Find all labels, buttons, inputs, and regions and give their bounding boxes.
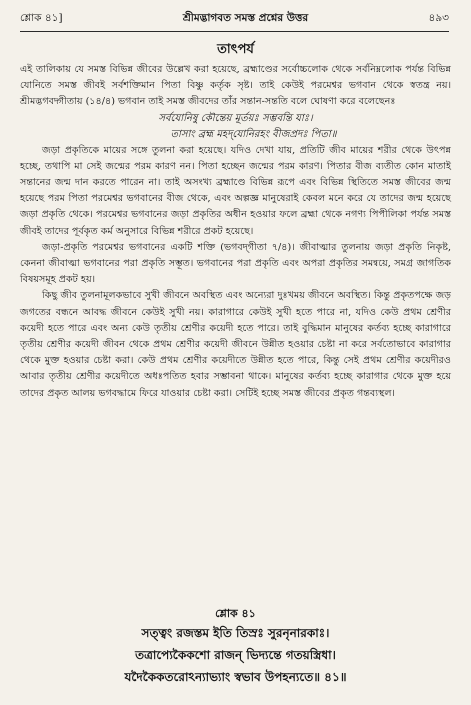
sanskrit-verse xyxy=(0,622,471,688)
gita-quote-line: তাসাং ব্রহ্ম মহদ্‌যোনিরহং বীজপ্রদঃ পিতা॥ xyxy=(170,128,337,140)
running-header xyxy=(20,8,449,32)
purport-paragraph: জড়া প্রকৃতিকে মায়ের সঙ্গে তুলনা করা হয়েছে। যদিও দেখা যায়, প্রতিটি জীব মায়ের শরীর থেকে উৎপন্ন হচ্ছে, তথাপি মা সেই জন্মের পরম কারণ নন। পিতা হচ্ছেন জন্মের পরম কারণ। পিতার বীজ ব্যতীত কোন মাতাই সন্তানের জন্ম দান করতে পারেন না। তাই অসংখ্য ব্রহ্মাণ্ডে বিভিন্ন রূপে এবং বিভিন্ন স্থিতিতে সমস্ত জীবের জন্ম হয়েছে পরম পিতা পরমেশ্বর ভগবানের বীজ থেকে, এবং অল্পজ্ঞ মানুষেরাই কেবল মনে করে যে তাদের জন্ম হয়েছে জড়া প্রকৃতি থেকে। পরমেশ্বর ভগবানের জড়া প্রকৃতির অধীন হওয়ার ফলে ব্রহ্মা থেকে নগণ্য পিপীলিকা পর্যন্ত সমস্ত জীবই তাদের পূর্বকৃত কর্ম অনুসারে বিভিন্ন শরীরে প্রকট হয়েছে। xyxy=(20,144,451,237)
header-chapter-title: শ্রীমদ্ভাগবত সমস্ত প্রশ্নের উত্তর xyxy=(182,12,309,24)
page-number: ৪৯৩ xyxy=(428,12,449,24)
verse-line: সত্ত্বং রজস্তম ইতি তিস্রঃ সুরনৃনারকাঃ। xyxy=(141,626,330,640)
purport-paragraph: জড়া-প্রকৃতি পরমেশ্বর ভগবানের একটি শক্তি (ভগবদ্‌গীতা ৭/৪)। জীবাত্মার তুলনায় জড়া প্রকৃতি নিকৃষ্ট, কেননা জীবাত্মা ভগবানের পরা প্রকৃতি সম্ভূত। ভগবানের পরা প্রকৃতি এবং অপরা প্রকৃতির সমন্বয়ে, সমগ্র জাগতিক বিষয়সমূহ প্রকট হয়। xyxy=(20,241,451,286)
header-verse-ref: শ্লোক ৪১] xyxy=(20,12,63,24)
purport-paragraph: এই তালিকায় যে সমস্ত বিভিন্ন জীবের উল্লেখ করা হয়েছে, ব্রহ্মাণ্ডের সর্বোচ্চলোক থেকে সর্বনিম্নলোক পর্যন্ত বিভিন্ন যোনিতে সমস্ত জীবই সর্বশক্তিমান পিতা বিষ্ণু কর্তৃক সৃষ্ট। তাই কেউই পরমেশ্বর ভগবান থেকে স্বতন্ত্র নয়। শ্রীমদ্ভগবদ্গীতায় (১৪/৪) ভগবান তাই সমস্ত জীবদের তাঁর সন্তান-সন্ততি বলে ঘোষণা করে বলেছেনঃ xyxy=(20,64,451,108)
gita-quote xyxy=(20,111,451,143)
verse-line: তত্রাপ্যেকৈকশো রাজন্‌ ভিদ্যন্তে গতয়স্ত্রিধা। xyxy=(135,648,336,662)
verse-heading: শ্লোক ৪১ xyxy=(215,607,256,620)
gita-quote-line: সর্বযোনিষু কৌন্তেয় মূর্তয়ঃ সম্ভবন্তি যাঃ। xyxy=(158,112,313,124)
purport-paragraph: কিছু জীব তুলনামূলকভাবে সুখী জীবনে অবস্থিত এবং অন্যেরা দুঃখময় জীবনে অবস্থিত। কিন্তু প্রকৃতপক্ষে জড় জগতের বন্ধনে আবদ্ধ জীবনে কেউই সুখী নয়। কারাগারে কেউই সুখী হতে পারে না, যদিও কেউ প্রথম শ্রেণীর কয়েদী হতে পারে এবং অন্য কেউ তৃতীয় শ্রেণীর কয়েদী হতে পারে। তাই বুদ্ধিমান মানুষের কর্তব্য হচ্ছে কারাগারে তৃতীয় শ্রেণীর কয়েদী জীবন থেকে প্রথম শ্রেণীর কয়েদী জীবনে উন্নীত হওয়ার চেষ্টা না করে সর্বতোভাবে কারাগার থেকে মুক্ত হওয়ার চেষ্টা করা। কেউ প্রথম শ্রেণীর কয়েদীতে উন্নীত হতে পারে, কিন্তু সেই প্রথম শ্রেণীর কয়েদীরও আবার তৃতীয় শ্রেণীর কয়েদীতে অধঃপতিত হবার সম্ভাবনা থাকে। মানুষের কর্তব্য হচ্ছে কারাগার থেকে মুক্ত হয়ে তাদের প্রকৃত আলয় ভগবদ্ধামে ফিরে যাওয়ার চেষ্টা করা। সেটিই হচ্ছে সমস্ত জীবের প্রকৃত গন্তব্যস্থল। xyxy=(20,290,451,399)
purport-title: তাৎপর্য xyxy=(217,42,254,57)
verse-line: যদৈকৈকতরোঽন্যাভ্যাং স্বভাব উপহন্যতে॥ ৪১॥ xyxy=(124,670,347,684)
purport-body xyxy=(20,62,451,402)
